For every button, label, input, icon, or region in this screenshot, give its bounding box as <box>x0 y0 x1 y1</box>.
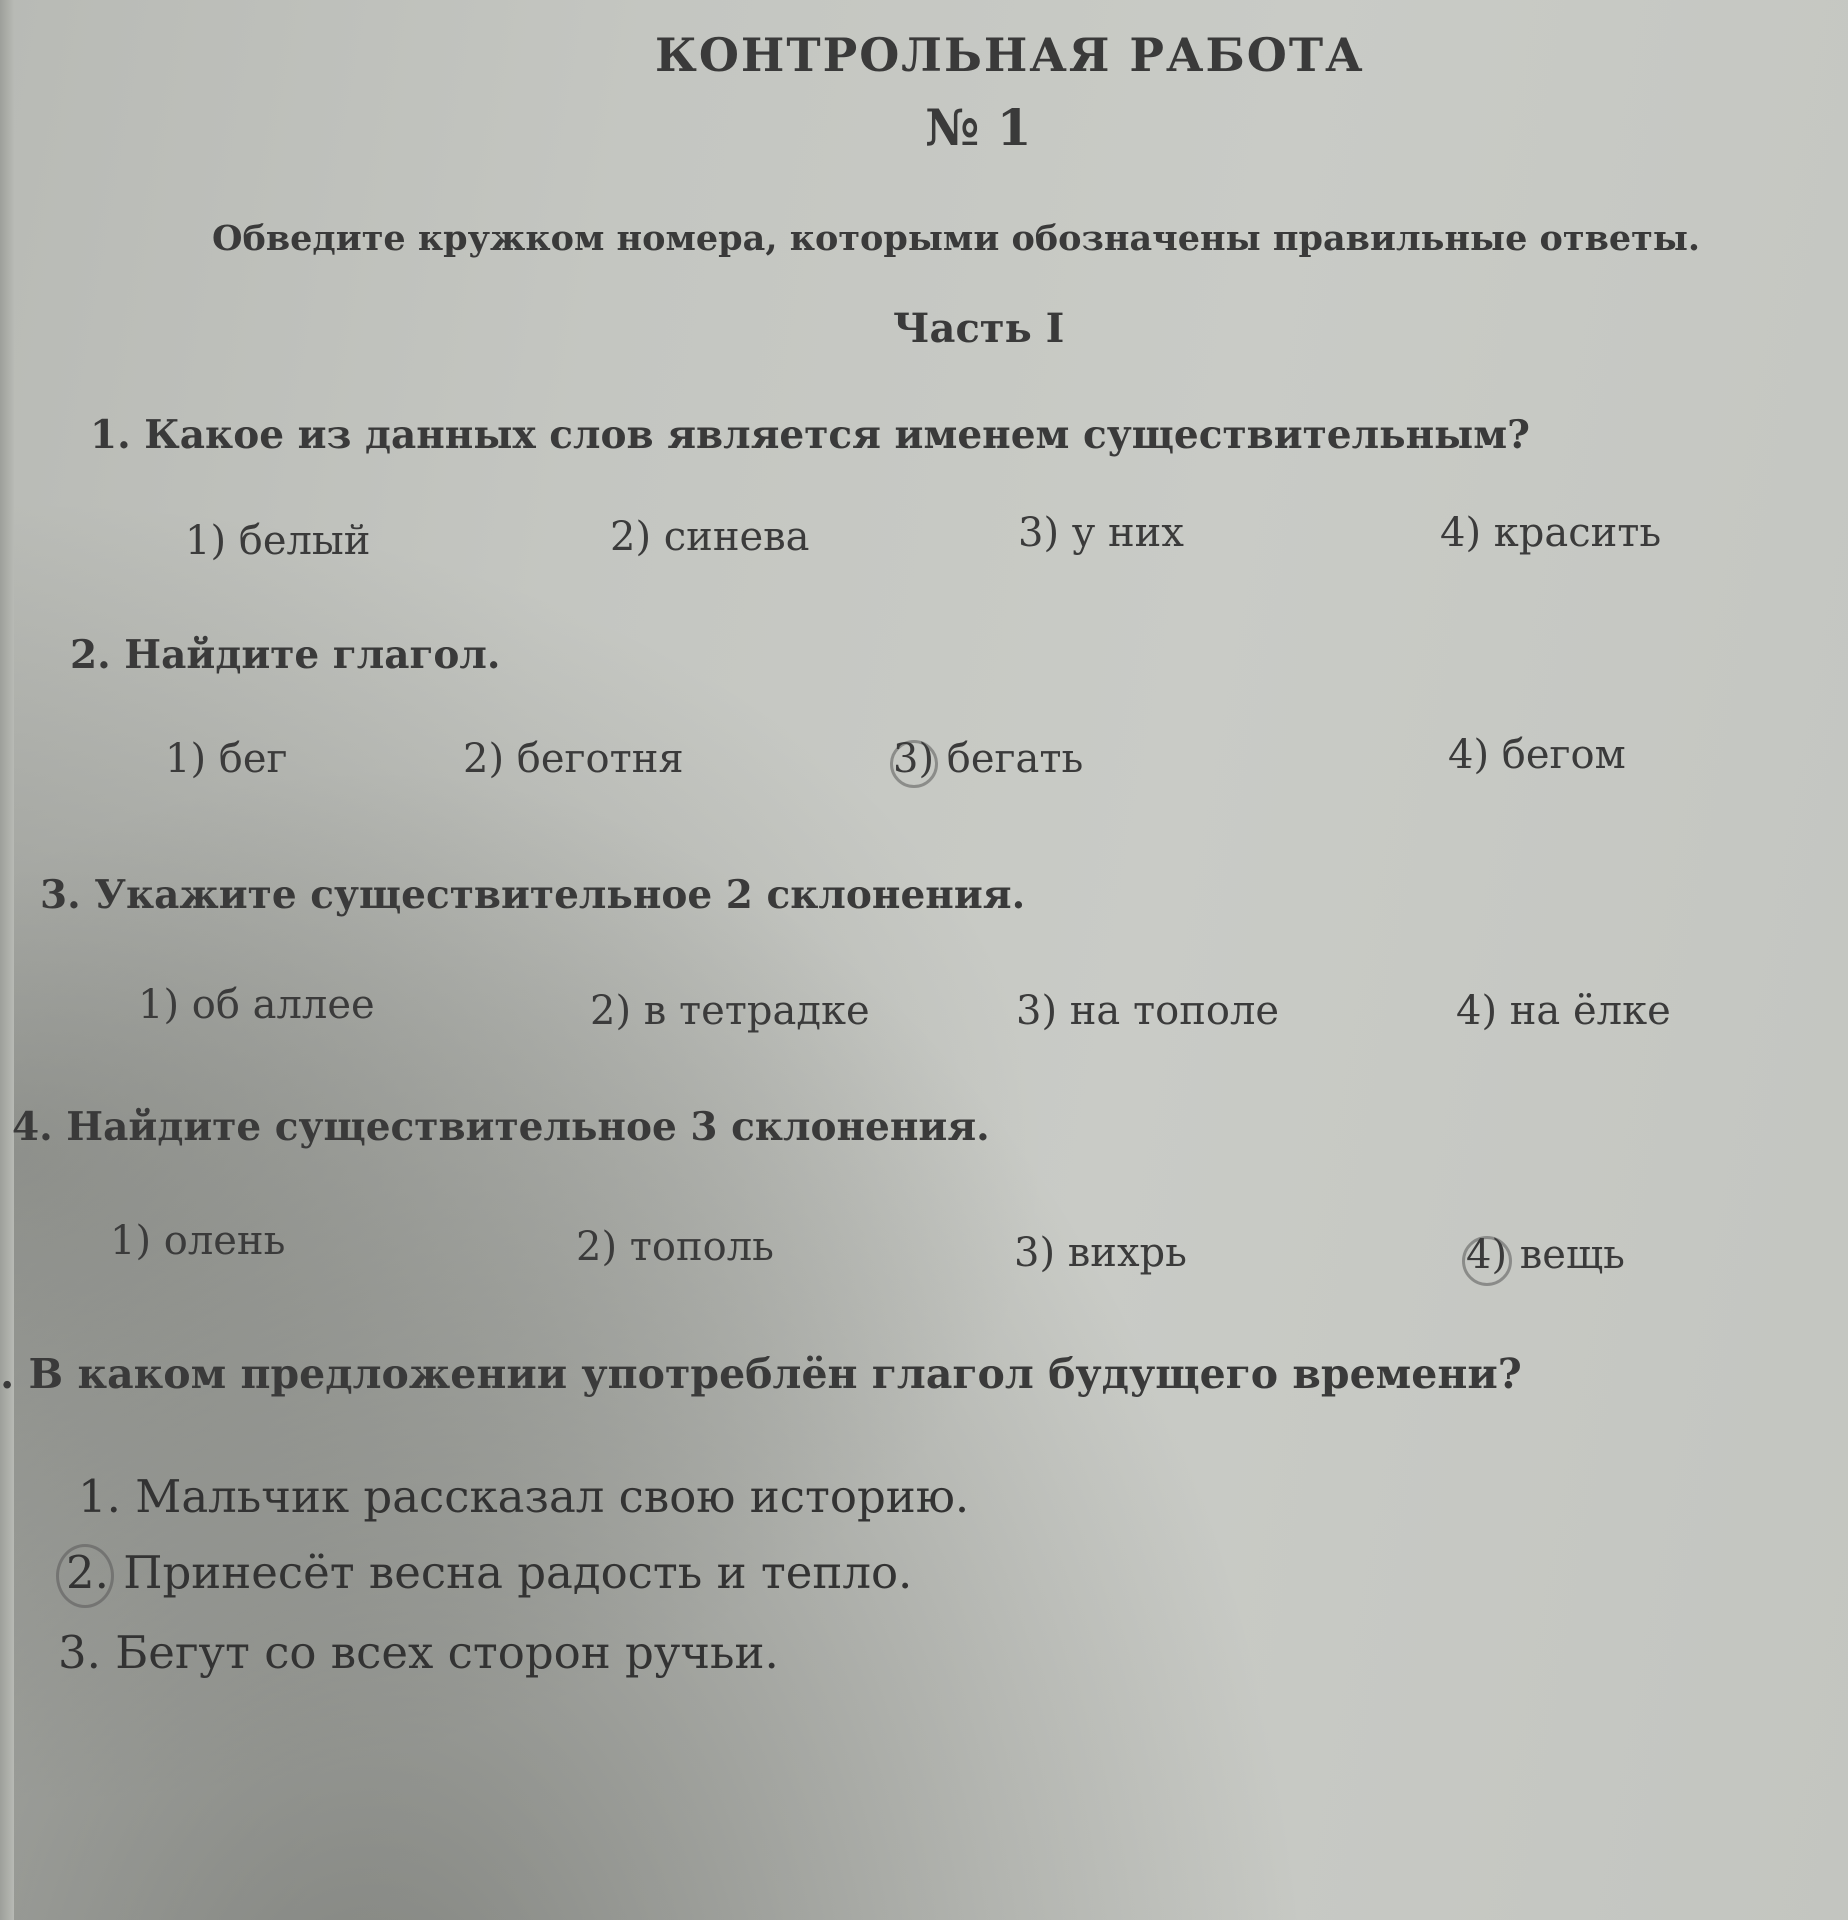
page-edge <box>0 0 14 1920</box>
question-3-text: 3. Укажите существительное 2 склонения. <box>40 872 1026 918</box>
question-1-option-3[interactable]: 3) у них <box>1018 510 1184 556</box>
question-5-option-2[interactable]: 2. Принесёт весна радость и тепло. <box>66 1546 913 1599</box>
question-2-option-4[interactable]: 4) бегом <box>1448 732 1626 778</box>
question-3-option-2[interactable]: 2) в тетрадке <box>590 988 870 1034</box>
question-4-text: 4. Найдите существительное 3 склонения. <box>12 1104 990 1150</box>
question-3-option-3[interactable]: 3) на тополе <box>1016 988 1280 1034</box>
worksheet-title: КОНТРОЛЬНАЯ РАБОТА <box>655 28 1365 82</box>
question-2-option-2[interactable]: 2) беготня <box>463 736 684 782</box>
worksheet-number: № 1 <box>925 98 1032 157</box>
question-3-option-1[interactable]: 1) об аллее <box>138 982 375 1028</box>
question-4-option-4[interactable]: 4) вещь <box>1466 1232 1625 1278</box>
question-2-text: 2. Найдите глагол. <box>70 632 501 678</box>
question-5-option-1[interactable]: 1. Мальчик рассказал свою историю. <box>78 1470 970 1523</box>
question-4-option-1[interactable]: 1) олень <box>110 1218 286 1264</box>
question-2-option-3[interactable]: 3) бегать <box>893 736 1084 782</box>
question-4-option-3[interactable]: 3) вихрь <box>1014 1230 1187 1276</box>
question-1-option-2[interactable]: 2) синева <box>610 514 810 560</box>
question-5-text: . В каком предложении употреблён глагол будущего времени? <box>0 1350 1522 1398</box>
question-3-option-4[interactable]: 4) на ёлке <box>1456 988 1671 1034</box>
question-1-text: 1. Какое из данных слов является именем существительным? <box>90 412 1530 458</box>
question-1-option-1[interactable]: 1) белый <box>185 518 371 564</box>
instruction-text: Обведите кружком номера, которыми обозначены правильные ответы. <box>212 218 1701 259</box>
question-4-option-2[interactable]: 2) тополь <box>576 1224 774 1270</box>
question-2-option-1[interactable]: 1) бег <box>165 736 288 782</box>
question-5-option-3[interactable]: 3. Бегут со всех сторон ручьи. <box>58 1626 779 1679</box>
part-heading: Часть I <box>893 305 1065 352</box>
question-1-option-4[interactable]: 4) красить <box>1440 510 1662 556</box>
